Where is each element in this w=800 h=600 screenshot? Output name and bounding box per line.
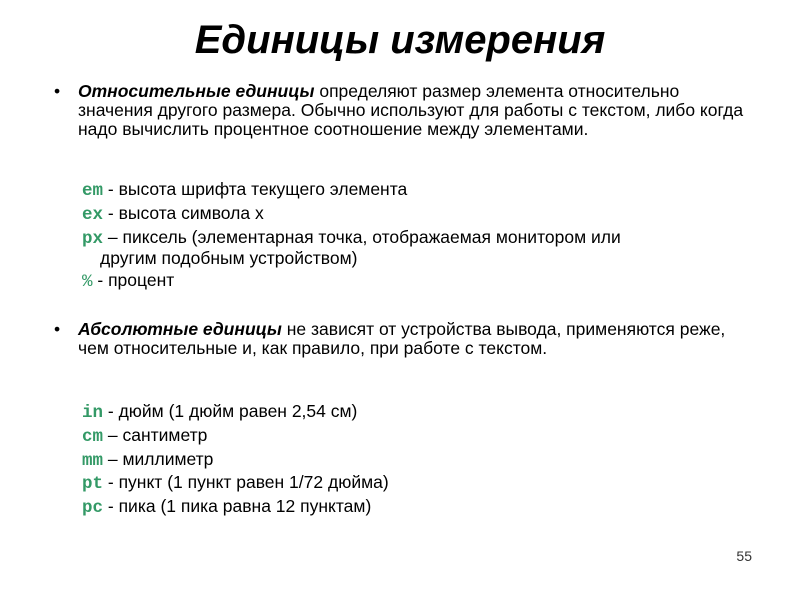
- absolute-units-text: не зависят от устройства вывода, применяются реже, чем относительные и, как правило, при работе с текстом.: [78, 319, 726, 358]
- unit-em: [82, 180, 742, 201]
- unit-desc: – сантиметр: [103, 425, 208, 445]
- unit-code: pc: [82, 498, 104, 518]
- relative-units-paragraph: [54, 81, 758, 139]
- unit-pt: [82, 473, 742, 494]
- unit-cm: [82, 426, 742, 447]
- page-number: 55: [736, 548, 752, 564]
- unit-desc: - высота шрифта текущего элемента: [103, 179, 408, 199]
- unit-desc: – миллиметр: [103, 449, 214, 469]
- unit-code: px: [82, 229, 104, 249]
- unit-code: ex: [82, 205, 104, 225]
- unit-code: in: [82, 403, 104, 423]
- unit-code: %: [82, 272, 93, 292]
- unit-desc: - пункт (1 пункт равен 1/72 дюйма): [103, 472, 389, 492]
- bullet: •: [54, 81, 61, 101]
- unit-desc: - процент: [92, 270, 175, 290]
- unit-desc-cont: другим подобным устройством): [100, 248, 358, 268]
- relative-units-term: Относительные единицы: [78, 81, 315, 101]
- unit-desc: - высота символа x: [103, 203, 264, 223]
- bullet: •: [54, 319, 61, 339]
- unit-code: pt: [82, 474, 104, 494]
- unit-code: cm: [82, 427, 104, 447]
- unit-desc: – пиксель (элементарная точка, отображаемая монитором или: [103, 227, 621, 247]
- unit-mm: [82, 450, 742, 471]
- unit-ex: [82, 204, 742, 225]
- relative-units-text: определяют размер элемента относительно значения другого размера. Обычно используют для работы с текстом, либо когда надо вычислить процентное соотношение между элементами.: [78, 81, 744, 139]
- unit-in: [82, 402, 742, 423]
- unit-code: em: [82, 181, 104, 201]
- unit-percent: [82, 271, 742, 292]
- unit-px: [82, 228, 742, 268]
- unit-code: mm: [82, 451, 104, 471]
- unit-desc: - дюйм (1 дюйм равен 2,54 см): [103, 401, 358, 421]
- unit-pc: [82, 497, 742, 518]
- unit-desc: - пика (1 пика равна 12 пунктам): [103, 496, 372, 516]
- slide-title: Единицы измерения: [194, 18, 606, 62]
- absolute-units-paragraph: [54, 319, 758, 358]
- absolute-units-term: Абсолютные единицы: [78, 319, 282, 339]
